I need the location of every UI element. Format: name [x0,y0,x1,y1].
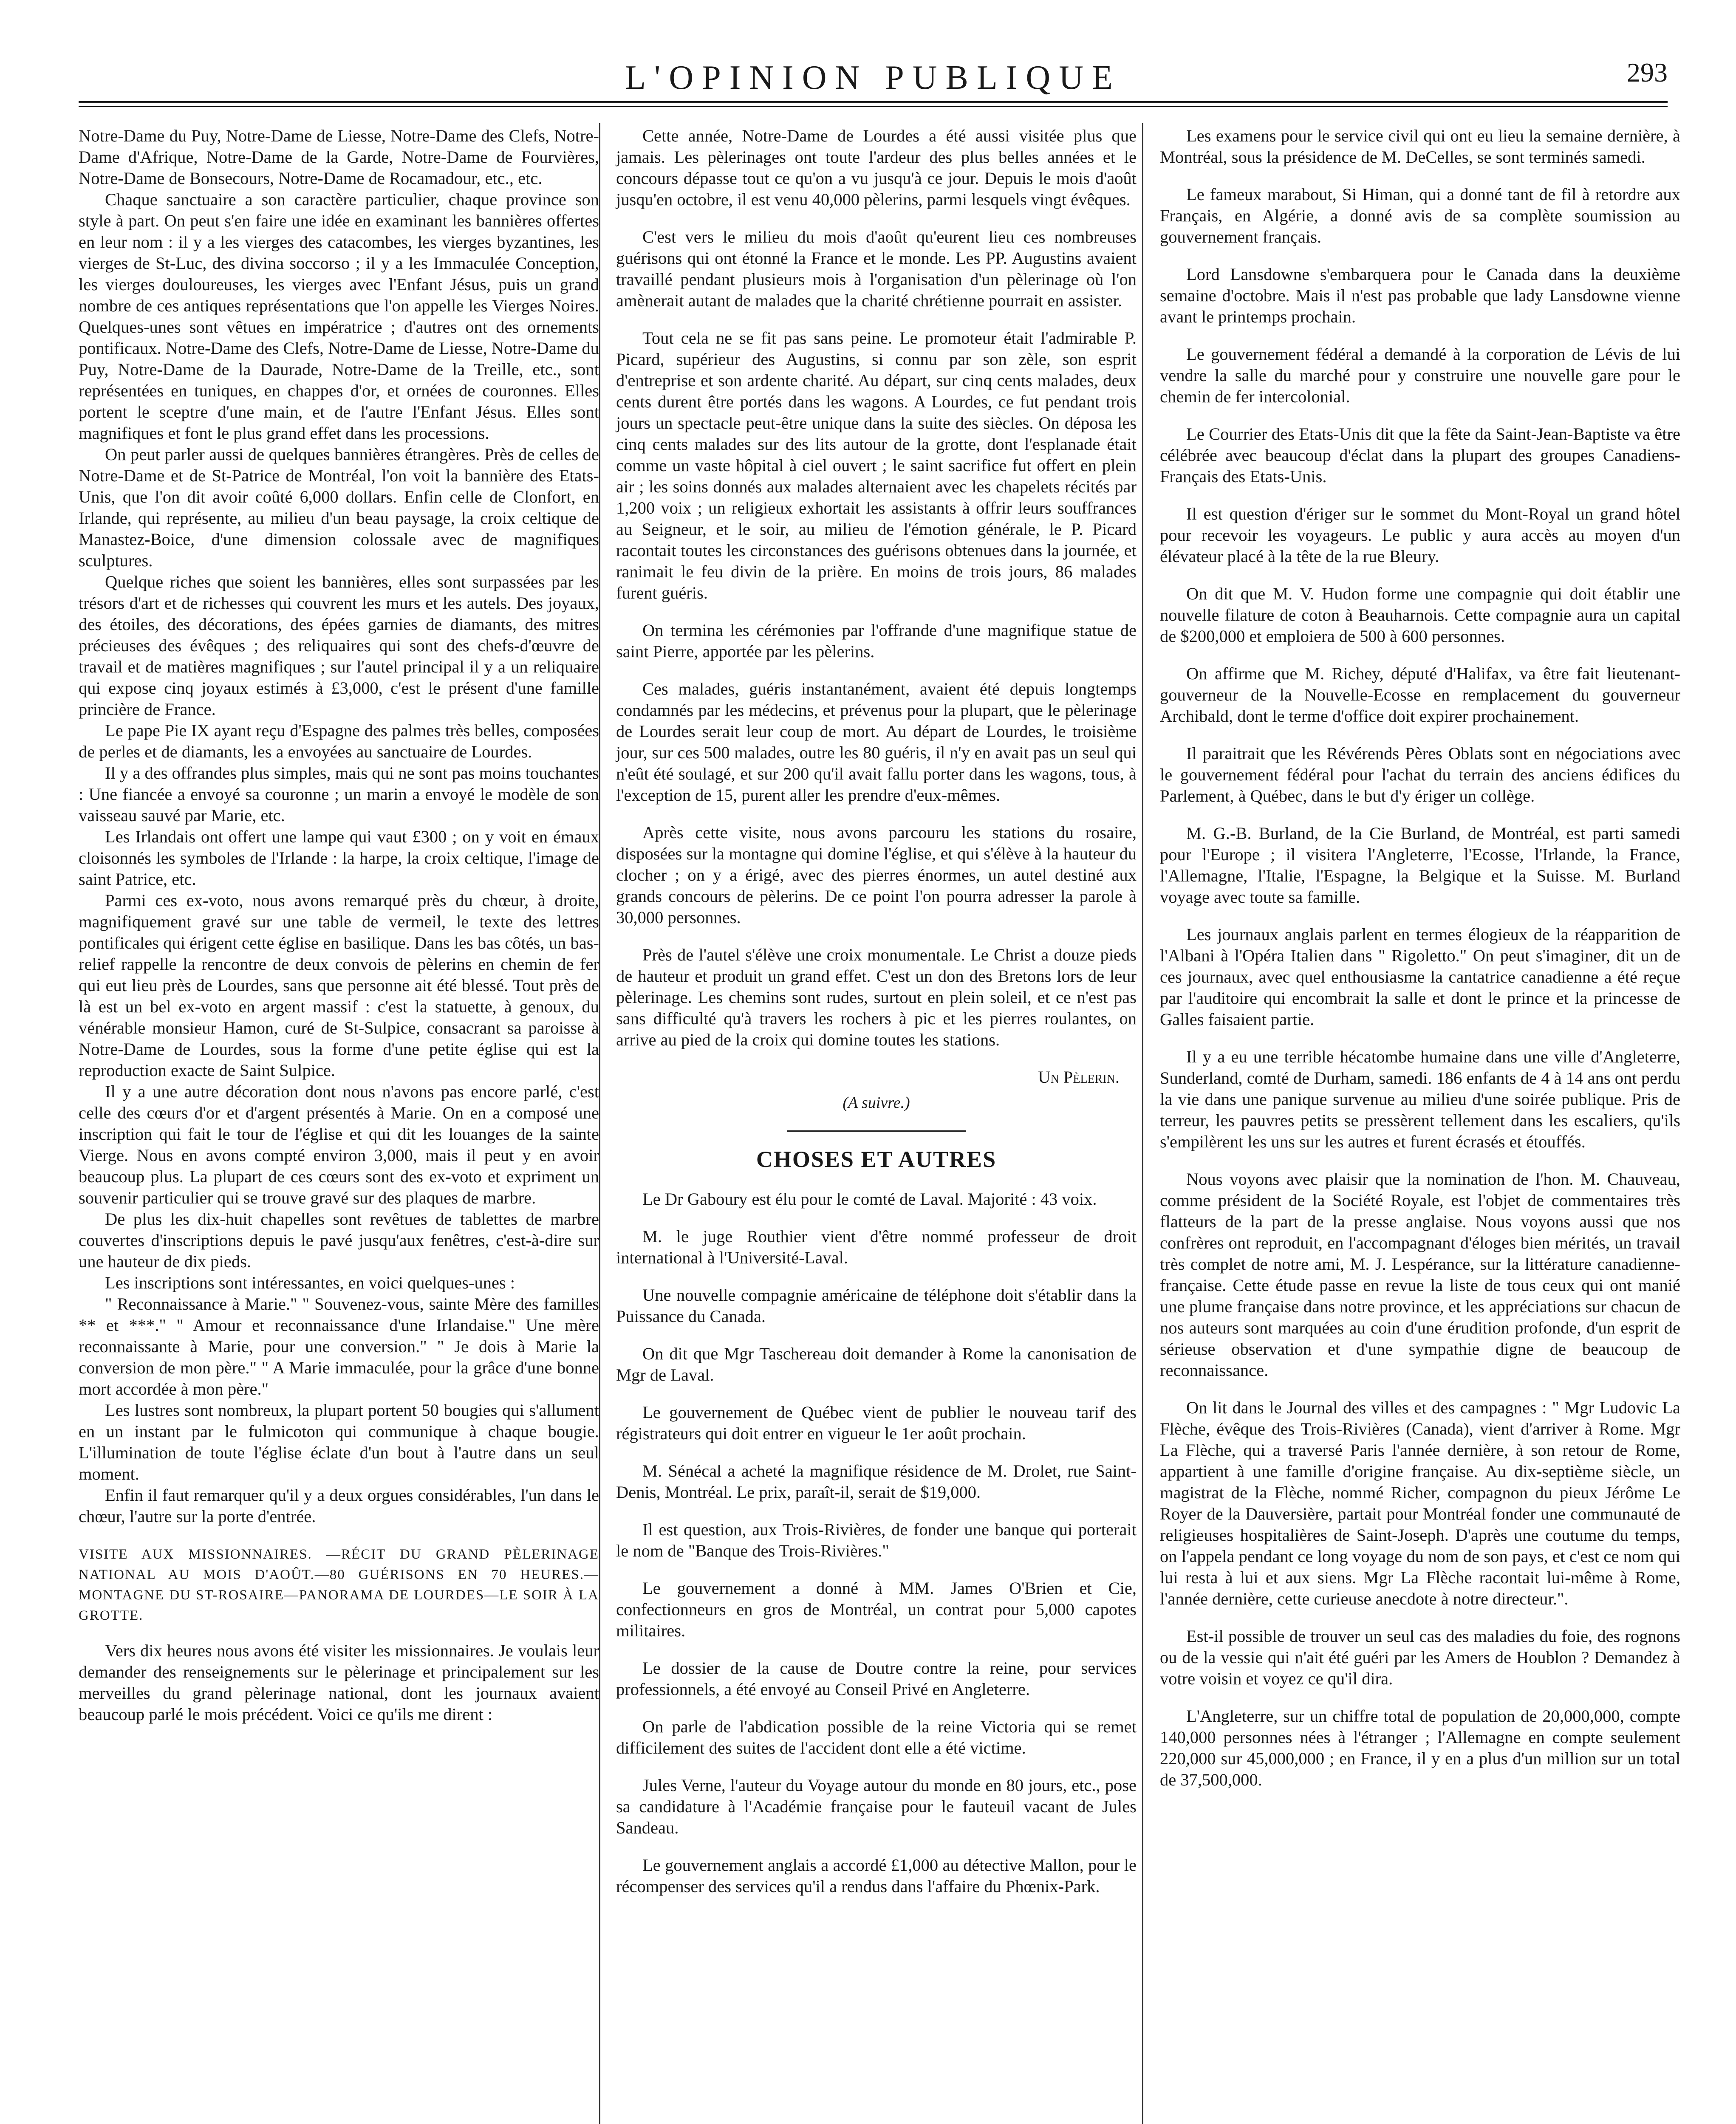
article-paragraph: " Reconnaissance à Marie." " Souvenez-vous, sainte Mère des familles ** et ***." " Amour et reconnaissance d'une Irlandaise." Une mère reconnaissante à Marie, pour une conversion." " Je dois à Marie la conversion de mon père." " A Marie immaculée, pour la grâce d'une bonne mort accordée à mon père." [79,1294,599,1398]
news-item: Le gouvernement fédéral a demandé à la corporation de Lévis de lui vendre la salle du marché pour y construire une nouvelle gare pour le chemin de fer intercolonial. [1160,345,1680,406]
news-item: L'Angleterre, sur un chiffre total de population de 20,000,000, compte 140,000 personnes nées à l'étranger ; l'Allemagne en compte seulement 220,000 sur 45,000,000 ; en France, il y en a plus d'un million sur un total de 37,500,000. [1160,1706,1680,1789]
article-paragraph: On peut parler aussi de quelques bannières étrangères. Près de celles de Notre-Dame et de St-Patrice de Montréal, l'on voit la bannière des Etats-Unis, que l'on dit avoir coûté 6,000 dollars. Enfin celle de Clonfort, en Irlande, qui représente, au milieu d'un beau paysage, la croix celtique de Manastez-Boice, d'une dimension colossale avec de magnifiques sculptures. [79,445,599,570]
author-signature: Un Pèlerin. [1038,1068,1120,1087]
article-paragraph: Après cette visite, nous avons parcouru les stations du rosaire, disposées sur la montagne qui domine l'église, et qui s'élève à la hauteur du clocher ; on y a érigé, avec des pierres énormes, un autel destiné aux grands concours de pèlerins. De ce point l'on pourra adresser la parole à 30,000 personnes. [616,823,1137,927]
news-item: Lord Lansdowne s'embarquera pour le Canada dans la deuxième semaine d'octobre. Mais il n'est pas probable que lady Lansdowne vienne avant le printemps prochain. [1160,265,1680,326]
news-item: On lit dans le Journal des villes et des campagnes : " Mgr Ludovic La Flèche, évêque des Trois-Rivières (Canada), vient d'arriver à Rome. Mgr La Flèche, qui a traversé Paris l'année dernière, à son retour de Rome, appartient à une famille d'origine française. Au dix-septième siècle, un magistrat de la Flèche, nommé Richer, compagnon du pieux Jérôme Le Royer de la Dauversière, partait pour Montréal fonder une communauté de religieuses hospitalières de Saint-Joseph. D'après une coutume du temps, on l'appela pendant ce long voyage du nom de son pays, et c'est ce nom qui lui resta à lui et aux siens. Mgr La Flèche racontait lui-même à Rome, l'année dernière, cette curieuse anecdote à notre directeur.". [1160,1398,1680,1608]
news-item: Il est question d'ériger sur le sommet du Mont-Royal un grand hôtel pour recevoir les voyageurs. Le public y aura accès au moyen d'un élévateur placé à la tête de la rue Bleury. [1160,504,1680,566]
article-paragraph: Cette année, Notre-Dame de Lourdes a été aussi visitée plus que jamais. Les pèlerinages ont toute l'ardeur des plus belles années et le concours dépasse tout ce qu'on a vu jusqu'à ce jour. Depuis le mois d'août jusqu'en octobre, il est venu 40,000 pèlerins, parmi lesquels vingt évêques. [616,126,1137,209]
news-item: On dit que Mgr Taschereau doit demander à Rome la canonisation de Mgr de Laval. [616,1344,1137,1384]
news-item: On affirme que M. Richey, député d'Halifax, va être fait lieutenant-gouverneur de la Nouvelle-Ecosse en remplacement du gouverneur Archibald, dont le terme d'office doit expirer prochainement. [1160,664,1680,726]
news-item: Le Courrier des Etats-Unis dit que la fête da Saint-Jean-Baptiste va être célébrée avec beaucoup d'éclat dans la plupart des groupes Canadiens-Français des Etats-Unis. [1160,424,1680,486]
article-paragraph: Ces malades, guéris instantanément, avaient été depuis longtemps condamnés par les médecins, et prévenus pour la plupart, que le pèlerinage de Lourdes serait leur coup de mort. Au départ de Lourdes, le troisième jour, sur ces 500 malades, outre les 80 guéris, il n'y en avait pas un seul qui n'eût été soulagé, et sur 200 qu'il avait fallu porter dans les wagons, tous, à l'exception de 15, purent aller les prendre d'eux-mêmes. [616,679,1137,805]
column-divider-right [1142,123,1143,2124]
news-item: Le gouvernement anglais a accordé £1,000 au détective Mallon, pour le récompenser des services qu'il a rendus dans l'affaire du Phœnix-Park. [616,1856,1137,1896]
article-paragraph: Près de l'autel s'élève une croix monumentale. Le Christ a douze pieds de hauteur et produit un grand effet. C'est un don des Bretons lors de leur pèlerinage. Les chemins sont rudes, surtout en plein soleil, et ce n'est pas sans difficulté qu'à travers les rochers à pic et les pierres roulantes, on arrive au pied de la croix qui domine toutes les stations. [616,945,1137,1049]
news-item: Est-il possible de trouver un seul cas des maladies du foie, des rognons ou de la vessie qui n'ait été guéri par les Amers de Houblon ? Demandez à votre voisin et voyez ce qu'il dira. [1160,1627,1680,1688]
section-title: CHOSES ET AUTRES [756,1147,997,1172]
article-paragraph: Il y a une autre décoration dont nous n'avons pas encore parlé, c'est celle des cœurs d'or et d'argent présentés à Marie. On en a composé une inscription qui fait le tour de l'église et qui dit les louanges de la sainte Vierge. Nous en avons compté environ 3,000, mais il peut y en avoir beaucoup plus. La plupart de ces cœurs sont des ex-voto et expriment un souvenir particulier qui se trouve gravé sur des plaques de marbre. [79,1082,599,1207]
news-item: Il est question, aux Trois-Rivières, de fonder une banque qui porterait le nom de "Banque des Trois-Rivières." [616,1520,1137,1560]
article-paragraph: Les lustres sont nombreux, la plupart portent 50 bougies qui s'allument en un instant par le fulmicoton qui communique à chaque bougie. L'illumination de toute l'église éclate d'un bout à l'autre dans un seul moment. [79,1401,599,1483]
news-item: M. le juge Routhier vient d'être nommé professeur de droit international à l'Université-Laval. [616,1227,1137,1267]
news-item: M. G.-B. Burland, de la Cie Burland, de Montréal, est parti samedi pour l'Europe ; il visitera l'Angleterre, l'Ecosse, l'Irlande, la France, l'Allemagne, l'Italie, l'Espagne, la Belgique et la Suisse. M. Burland voyage avec toute sa famille. [1160,824,1680,907]
article-paragraph: Parmi ces ex-voto, nous avons remarqué près du chœur, à droite, magnifiquement gravé sur une table de vermeil, le texte des lettres pontificales qui érigent cette église en basilique. Dans les bas côtés, un bas-relief rappelle la rencontre de deux convois de pèlerins en chemin de fer qui eut lieu près de Lourdes, sans que personne ait été blessé. Tout près de là est un bel ex-voto en argent massif : c'est la statuette, à genoux, du vénérable monsieur Hamon, curé de St-Sulpice, consacrant sa paroisse à Notre-Dame de Lourdes, sous la forme d'une petite église qui est la reproduction exacte de Saint Sulpice. [79,891,599,1080]
article-paragraph: Enfin il faut remarquer qu'il y a deux orgues considérables, l'un dans le chœur, l'autre sur la porte d'entrée. [79,1486,599,1526]
news-item: M. Sénécal a acheté la magnifique résidence de M. Drolet, rue Saint-Denis, Montréal. Le prix, paraît-il, serait de $19,000. [616,1461,1137,1502]
news-item: Nous voyons avec plaisir que la nomination de l'hon. M. Chauveau, comme président de la Société Royale, est l'objet de commentaires très flatteurs de la part de la presse anglaise. Nous voyons aussi que nos confrères ont reproduit, en l'accompagnant d'éloges bien mérités, un travail très complet de notre ami, M. J. Lespérance, sur la littérature canadienne-française. Cette étude passe en revue la liste de tous ceux qui ont manié une plume française dans notre province, et les appréciations sur chacun de nos auteurs sont marquées au coin d'une érudition profonde, d'un esprit de sérieuse observation et d'une sympathie digne de beaucoup de reconnaissance. [1160,1169,1680,1380]
article-paragraph: Les inscriptions sont intéressantes, en voici quelques-unes : [105,1273,515,1292]
article-paragraph: On termina les cérémonies par l'offrande d'une magnifique statue de saint Pierre, apportée par les pèlerins. [616,621,1137,661]
news-item: Il paraitrait que les Révérends Pères Oblats sont en négociations avec le gouvernement fédéral pour l'achat du terrain des anciens édifices du Parlement, à Québec, dans le but d'y ériger un collège. [1160,744,1680,805]
article-paragraph: Il y a des offrandes plus simples, mais qui ne sont pas moins touchantes : Une fiancée a envoyé sa couronne ; un marin a envoyé le modèle de son vaisseau sauvé par Marie, etc. [79,763,599,825]
news-item: Le gouvernement a donné à MM. James O'Brien et Cie, confectionneurs en gros de Montréal, un contrat pour 5,000 capotes militaires. [616,1579,1137,1640]
section-rule [787,1130,966,1132]
article-paragraph: Vers dix heures nous avons été visiter les missionnaires. Je voulais leur demander des renseignements sur le pèlerinage et principalement sur les merveilles du grand pèlerinage national, dont les journaux avaient beaucoup parlé le mois précédent. Voici ce qu'ils me dirent : [79,1641,599,1724]
article-paragraph: Notre-Dame du Puy, Notre-Dame de Liesse, Notre-Dame des Clefs, Notre-Dame d'Afrique, Notre-Dame de la Garde, Notre-Dame de Fourvières, Notre-Dame de Bonsecours, Notre-Dame de Rocamadour, etc., etc. [79,126,599,188]
masthead [79,51,1668,98]
column-3 [1160,125,1680,1807]
news-item: Jules Verne, l'auteur du Voyage autour du monde en 80 jours, etc., pose sa candidature à l'Académie française pour le fauteuil vacant de Jules Sandeau. [616,1776,1137,1837]
masthead-rule-thin [79,106,1668,107]
article-paragraph: Le pape Pie IX ayant reçu d'Espagne des palmes très belles, composées de perles et de diamants, les a envoyées au sanctuaire de Lourdes. [79,721,599,761]
page-number: 293 [1627,57,1668,88]
news-item: On parle de l'abdication possible de la reine Victoria qui se remet difficilement des suites de l'accident dont elle a été victime. [616,1717,1137,1757]
news-item: Le Dr Gaboury est élu pour le comté de Laval. Majorité : 43 voix. [642,1189,1097,1209]
column-2 [616,125,1137,1913]
article-paragraph: C'est vers le milieu du mois d'août qu'eurent lieu ces nombreuses guérisons qui ont étonné la France et le monde. Les PP. Augustins avaient travaillé pendant plusieurs mois à l'organisation d'un pèlerinage où l'on amènerait autant de malades que la charité chrétienne pourrait en assister. [616,227,1137,310]
news-item: Les journaux anglais parlent en termes élogieux de la réapparition de l'Albani à l'Opéra Italien dans " Rigoletto." On peut s'imaginer, dit un de ces journaux, avec quel enthousiasme la cantatrice canadienne a été reçue par l'auditoire qui encombrait la salle et dont le prince et la princesse de Galles faisaient partie. [1160,925,1680,1029]
news-item: Le fameux marabout, Si Himan, qui a donné tant de fil à retordre aux Français, en Algérie, a donné avis de sa complète soumission au gouvernement français. [1160,185,1680,246]
news-item: On dit que M. V. Hudon forme une compagnie qui doit établir une nouvelle filature de coton à Beauharnois. Cette compagnie aura un capital de $200,000 et emploiera de 500 à 600 personnes. [1160,584,1680,646]
article-paragraph: Tout cela ne se fit pas sans peine. Le promoteur était l'admirable P. Picard, supérieur des Augustins, si connu par son zèle, son esprit d'entreprise et son ardente charité. Au départ, sur cinq cents malades, deux cents durent être portés dans les wagons. A Lourdes, ce fut pendant trois jours un spectacle peut-être unique dans la suite des siècles. On déposa les cinq cents malades sur des lits autour de la grotte, dont l'esplanade était comme un vaste hôpital à ciel ouvert ; le saint sacrifice fut offert en plein air ; les soins donnés aux malades alternaient avec les chapelets récités par 1,200 voix ; un religieux exhortait les assistants à offrir leurs souffrances au Seigneur, et le soir, au milieu de l'émotion générale, le P. Picard racontait toutes les circonstances des guérisons obtenues dans la journée, et ranimait le feu divin de la prière. En moins de trois jours, 86 malades furent guéris. [616,328,1137,602]
news-item: Le gouvernement de Québec vient de publier le nouveau tarif des régistrateurs qui doit entrer en vigueur le 1er août prochain. [616,1403,1137,1443]
news-item: Il y a eu une terrible hécatombe humaine dans une ville d'Angleterre, Sunderland, comté de Durham, samedi. 186 enfants de 4 à 14 ans ont perdu la vie dans une panique survenue au milieu d'une soirée publique. Pris de terreur, les pauvres petits se pressèrent tellement dans les escaliers, qu'ils s'empilèrent les uns sur les autres et furent écrasés et étouffés. [1160,1047,1680,1151]
news-item: Les examens pour le service civil qui ont eu lieu la semaine dernière, à Montréal, sous la présidence de M. DeCelles, se sont terminés samedi. [1160,126,1680,167]
to-be-continued: (A suivre.) [843,1094,910,1112]
section-subheading: VISITE AUX MISSIONNAIRES. —RÉCIT DU GRAND PÈLERINAGE NATIONAL AU MOIS D'AOÛT.—80 GUÉRISONS EN 70 HEURES.—MONTAGNE DU ST-ROSAIRE—PANORAMA DE LOURDES—LE SOIR À LA GROTTE. [79,1547,599,1623]
column-divider-left [599,123,600,2124]
news-item: Le dossier de la cause de Doutre contre la reine, pour services professionnels, a été envoyé au Conseil Privé en Angleterre. [616,1658,1137,1699]
article-paragraph: Quelque riches que soient les bannières, elles sont surpassées par les trésors d'art et de richesses qui couvrent les murs et les autels. Des joyaux, des étoiles, des décorations, des épées garnies de diamants, des mitres précieuses des évêques ; des reliquaires qui sont des chefs-d'œuvre de travail et de matières magnifiques ; sur l'autel principal il y a un reliquaire qui expose cinq joyaux estimés à £3,000, c'est le présent d'une famille princière de France. [79,572,599,719]
column-1 [79,125,599,1740]
masthead-rule-thick [79,101,1668,103]
publication-title: L'OPINION PUBLIQUE [625,59,1121,96]
article-paragraph: Chaque sanctuaire a son caractère particulier, chaque province son style à part. On peut s'en faire une idée en examinant les bannières offertes en leur nom : il y a les vierges des catacombes, les vierges byzantines, les vierges de St-Luc, des divina soccorso ; il y a les Immaculée Conception, les vierges douloureuses, les vierges avec l'Enfant Jésus, puis un grand nombre de ces antiques représentations que l'on appelle les Vierges Noires. Quelques-unes sont vêtues en impératrice ; d'autres ont des ornements pontificaux. Notre-Dame des Clefs, Notre-Dame de Liesse, Notre-Dame du Puy, Notre-Dame de la Daurade, Notre-Dame de la Treille, etc., sont représentées en tuniques, en chappes d'or, et ornées de couronnes. Elles portent le sceptre d'une main, et de l'autre l'Enfant Jésus. Elles sont magnifiques et font le plus grand effet dans les processions. [79,190,599,443]
article-paragraph: Les Irlandais ont offert une lampe qui vaut £300 ; on y voit en émaux cloisonnés les symboles de l'Irlande : la harpe, la croix celtique, l'image de saint Patrice, etc. [79,827,599,889]
article-paragraph: De plus les dix-huit chapelles sont revêtues de tablettes de marbre couvertes d'inscriptions depuis le pavé jusqu'aux fenêtres, c'est-à-dire sur une hauteur de dix pieds. [79,1209,599,1271]
news-item: Une nouvelle compagnie américaine de téléphone doit s'établir dans la Puissance du Canada. [616,1285,1137,1326]
